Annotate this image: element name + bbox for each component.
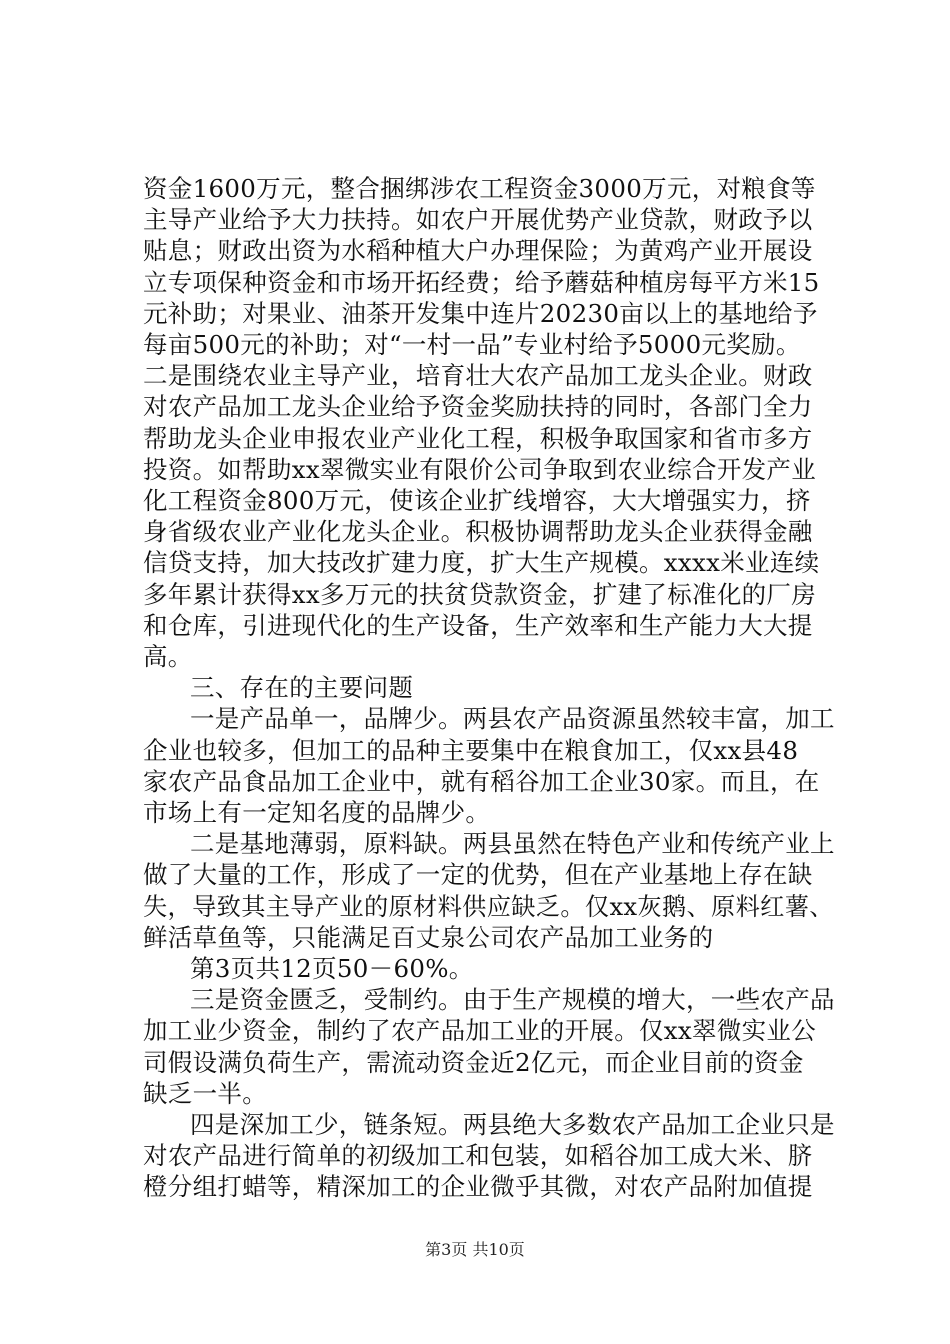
text-line: 帮助龙头企业申报农业产业化工程，积极争取国家和省市多方: [143, 423, 813, 453]
text-line: 缺乏一半。: [143, 1078, 267, 1108]
text-line: 每亩500元的补助；对“一村一品”专业村给予5000元奖励。: [143, 330, 801, 359]
page-footer: 第3页 共10页: [425, 1240, 525, 1259]
text-line: 立专项保种资金和市场开拓经费；给予蘑菇种植房每平方米15: [143, 267, 820, 297]
text-line: 一是产品单一，品牌少。两县农产品资源虽然较丰富，加工: [190, 704, 835, 734]
text-line: 资金1600万元，整合捆绑涉农工程资金3000万元，对粮食等: [143, 174, 816, 203]
text-line: 身省级农业产业化龙头企业。积极协调帮助龙头企业获得金融: [143, 517, 813, 547]
text-line: 三是资金匮乏，受制约。由于生产规模的增大，一些农产品: [190, 985, 835, 1015]
text-line: 第3页共12页50－60%。: [190, 954, 474, 983]
text-line: 对农产品加工龙头企业给予资金奖励扶持的同时，各部门全力: [143, 392, 813, 422]
text-line: 四是深加工少，链条短。两县绝大多数农产品加工企业只是: [190, 1110, 835, 1139]
text-line: 多年累计获得xx多万元的扶贫贷款资金，扩建了标准化的厂房: [143, 579, 817, 609]
text-line: 加工业少资金，制约了农产品加工业的开展。仅xx翠微实业公: [143, 1016, 817, 1046]
text-line: 信贷支持，加大技改扩建力度，扩大生产规模。xxxx米业连续: [143, 548, 820, 578]
text-line: 贴息；财政出资为水稻种植大户办理保险；为黄鸡产业开展设: [143, 236, 813, 266]
text-line: 投资。如帮助xx翠微实业有限价公司争取到农业综合开发产业: [143, 454, 817, 484]
text-line: 高。: [143, 642, 193, 671]
text-line: 和仓库，引进现代化的生产设备，生产效率和生产能力大大提: [143, 610, 813, 640]
text-line: 企业也较多，但加工的品种主要集中在粮食加工，仅xx县48: [143, 735, 799, 765]
text-line: 做了大量的工作，形成了一定的优势，但在产业基地上存在缺: [143, 860, 813, 890]
text-line: 橙分组打蜡等，精深加工的企业微乎其微，对农产品附加值提: [143, 1172, 813, 1202]
text-line: 司假设满负荷生产，需流动资金近2亿元，而企业目前的资金: [143, 1047, 804, 1077]
text-line: 元补助；对果业、油茶开发集中连片20230亩以上的基地给予: [143, 298, 818, 328]
text-line: 市场上有一定知名度的品牌少。: [143, 798, 491, 827]
section-heading: 三、存在的主要问题: [190, 673, 414, 703]
text-line: 主导产业给予大力扶持。如农户开展优势产业贷款，财政予以: [143, 205, 813, 235]
text-line: 失，导致其主导产业的原材料供应缺乏。仅xx灰鹅、原料红薯、: [143, 891, 834, 921]
text-line: 二是围绕农业主导产业，培育壮大农产品加工龙头企业。财政: [143, 361, 813, 391]
text-line: 对农产品进行简单的初级加工和包装，如稻谷加工成大米、脐: [143, 1141, 813, 1171]
text-line: 家农产品食品加工企业中，就有稻谷加工企业30家。而且，在: [143, 766, 820, 796]
text-line: 化工程资金800万元，使该企业扩线增容，大大增强实力，挤: [143, 486, 811, 515]
text-line: 鲜活草鱼等，只能满足百丈泉公司农产品加工业务的: [143, 922, 714, 952]
text-line: 二是基地薄弱，原料缺。两县虽然在特色产业和传统产业上: [190, 829, 835, 859]
